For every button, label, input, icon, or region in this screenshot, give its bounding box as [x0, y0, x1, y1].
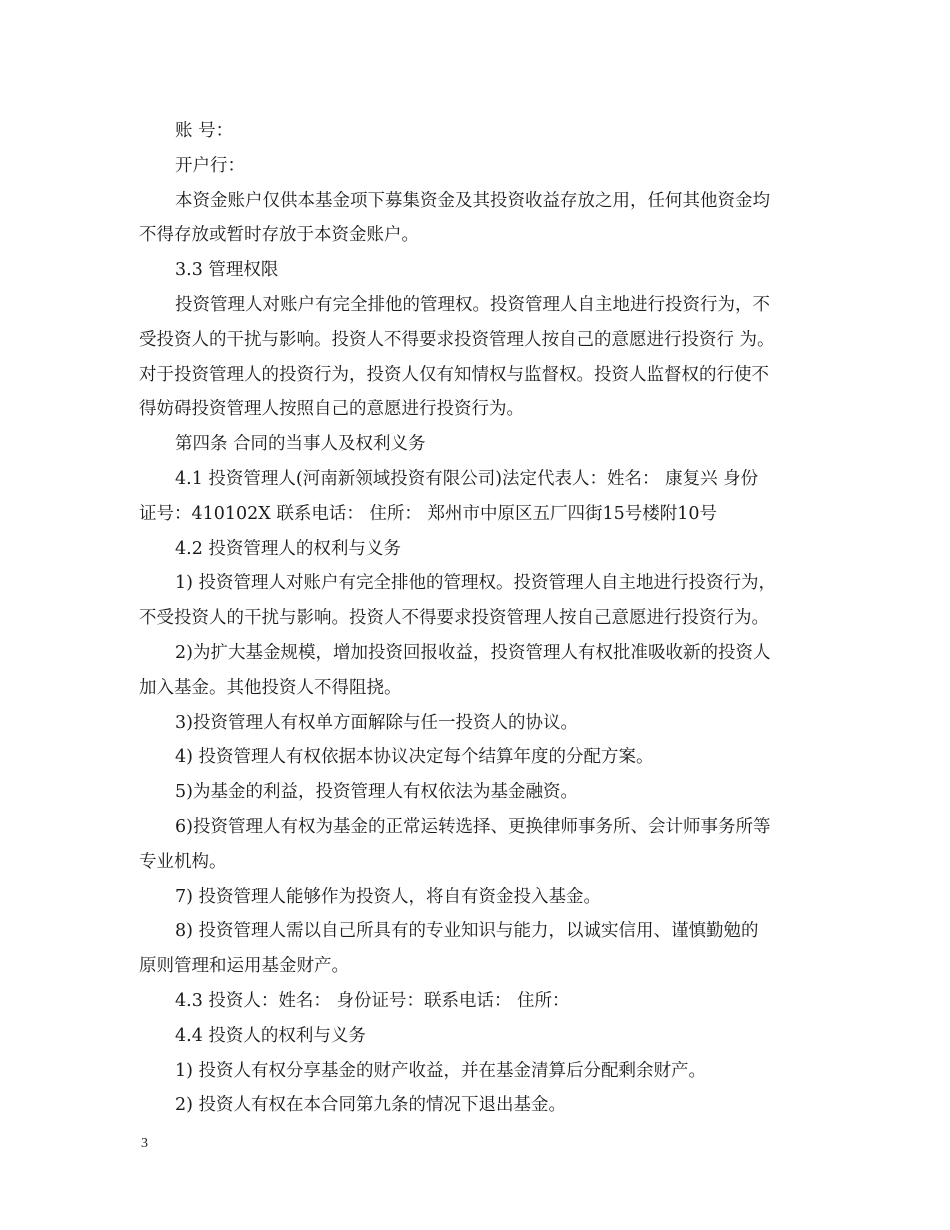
text-line: 开户行： [175, 155, 245, 176]
text-line: 不得存放或暂时存放于本资金账户。 [139, 225, 419, 246]
text-line: 8) 投资管理人需以自己所具有的专业知识与能力，以诚实信用、谨慎勤勉的 [175, 921, 759, 942]
text-line: 专业机构。 [139, 851, 227, 872]
text-line: 3.3 管理权限 [175, 260, 279, 281]
text-line: 得妨碍投资管理人按照自己的意愿进行投资行为。 [139, 399, 524, 420]
text-line: 第四条 合同的当事人及权利义务 [175, 434, 426, 455]
text-line: 4.3 投资人：姓名： 身份证号：联系电话： 住所： [175, 990, 570, 1011]
text-line: 账 号： [175, 121, 234, 141]
text-line: 原则管理和运用基金财产。 [139, 956, 349, 977]
text-line: 1) 投资人有权分享基金的财产收益，并在基金清算后分配剩余财产。 [175, 1060, 707, 1081]
text-line: 7) 投资管理人能够作为投资人，将自有资金投入基金。 [175, 886, 602, 907]
text-line: 3)投资管理人有权单方面解除与任一投资人的协议。 [175, 712, 578, 733]
text-line: 不受投资人的干扰与影响。投资人不得要求投资管理人按自己意愿进行投资行为。 [139, 608, 769, 629]
document-body [139, 114, 811, 1123]
text-line: 投资管理人对账户有完全排他的管理权。投资管理人自主地进行投资行为，不 [175, 294, 770, 315]
text-line: 2) 投资人有权在本合同第九条的情况下退出基金。 [175, 1095, 567, 1116]
text-line: 5)为基金的利益，投资管理人有权依法为基金融资。 [175, 782, 578, 803]
text-line: 4.1 投资管理人(河南新领域投资有限公司)法定代表人：姓名： 康复兴 身份 [175, 468, 759, 489]
page-number: 3 [141, 1136, 148, 1151]
text-line: 6)投资管理人有权为基金的正常运转选择、更换律师事务所、会计师事务所等 [175, 816, 771, 837]
text-line: 1) 投资管理人对账户有完全排他的管理权。投资管理人自主地进行投资行为， [175, 573, 777, 594]
text-line: 4) 投资管理人有权依据本协议决定每个结算年度的分配方案。 [175, 747, 654, 768]
text-line: 4.2 投资管理人的权利与义务 [175, 538, 401, 559]
text-line: 加入基金。其他投资人不得阻挠。 [139, 677, 402, 698]
text-line: 2)为扩大基金规模，增加投资回报收益，投资管理人有权批准吸收新的投资人 [175, 642, 771, 663]
text-line: 4.4 投资人的权利与义务 [175, 1025, 366, 1046]
text-line: 受投资人的干扰与影响。投资人不得要求投资管理人按自己的意愿进行投资行 为。 [139, 329, 775, 350]
text-line: 证号：410102X 联系电话： 住所： 郑州市中原区五厂四街15号楼附10号 [139, 503, 717, 524]
text-line: 对于投资管理人的投资行为，投资人仅有知情权与监督权。投资人监督权的行使不 [139, 364, 769, 385]
text-line: 本资金账户仅供本基金项下募集资金及其投资收益存放之用，任何其他资金均 [175, 190, 770, 211]
